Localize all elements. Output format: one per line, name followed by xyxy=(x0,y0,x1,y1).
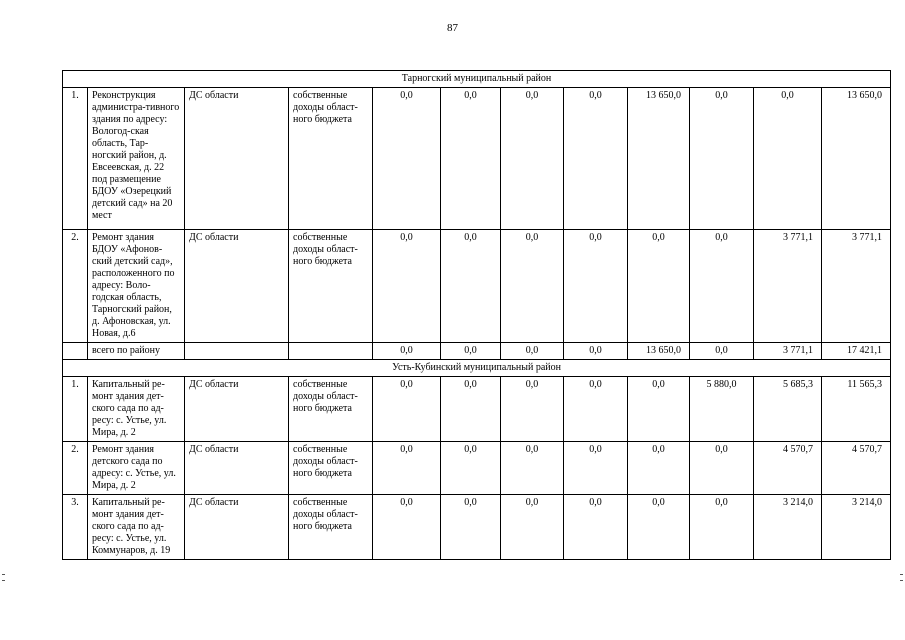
section-header-row xyxy=(63,360,891,377)
table-row xyxy=(63,442,891,495)
value-cell: 0,0 xyxy=(441,377,501,442)
value-cell: 0,0 xyxy=(373,230,441,343)
object-name: Капитальный ре-монт здания дет-ского сада по ад-ресу: с. Устье, ул. Коммунаров, д. 19 xyxy=(88,495,185,560)
value-cell: 11 565,3 xyxy=(822,377,891,442)
row-number: 1. xyxy=(63,377,88,442)
value-cell: 0,0 xyxy=(441,495,501,560)
funding-source: собственные доходы област-ного бюджета xyxy=(289,88,373,230)
section-title: Тарногский муниципальный район xyxy=(63,71,891,88)
customer-cell: ДС области xyxy=(185,230,289,343)
customer-cell: ДС области xyxy=(185,377,289,442)
value-cell: 0,0 xyxy=(373,442,441,495)
value-cell: 13 650,0 xyxy=(628,88,690,230)
value-cell: 5 685,3 xyxy=(754,377,822,442)
value-cell: 0,0 xyxy=(564,230,628,343)
total-value: 0,0 xyxy=(690,343,754,360)
funding-source: собственные доходы област-ного бюджета xyxy=(289,230,373,343)
section-title: Усть-Кубинский муниципальный район xyxy=(63,360,891,377)
customer-cell: ДС области xyxy=(185,88,289,230)
value-cell: 3 214,0 xyxy=(754,495,822,560)
row-number xyxy=(63,343,88,360)
value-cell: 0,0 xyxy=(501,442,564,495)
scan-edge-mark xyxy=(900,574,903,575)
scan-edge-mark xyxy=(2,574,5,575)
total-value: 13 650,0 xyxy=(628,343,690,360)
customer-cell: ДС области xyxy=(185,442,289,495)
value-cell: 0,0 xyxy=(373,495,441,560)
value-cell: 0,0 xyxy=(690,230,754,343)
table-row xyxy=(63,230,891,343)
value-cell: 0,0 xyxy=(564,442,628,495)
object-name: Реконструкция администра-тивного здания по адресу: Вологод-ская область, Тар-ногский район, д. Евсеевская, д. 22 под размещение БДОУ «Озерецкий детский сад» на 20 мест xyxy=(88,88,185,230)
scan-edge-mark xyxy=(2,580,5,581)
total-value: 17 421,1 xyxy=(822,343,891,360)
funding-source xyxy=(289,343,373,360)
table-row xyxy=(63,88,891,230)
value-cell: 0,0 xyxy=(628,230,690,343)
value-cell: 0,0 xyxy=(564,495,628,560)
value-cell: 0,0 xyxy=(501,495,564,560)
funding-source: собственные доходы област-ного бюджета xyxy=(289,377,373,442)
value-cell: 0,0 xyxy=(501,230,564,343)
value-cell: 0,0 xyxy=(628,377,690,442)
object-name: Ремонт здания БДОУ «Афонов-ский детский сад», расположенного по адресу: Воло-годская область, Тарногский район, д. Афоновская, ул. Новая, д.6 xyxy=(88,230,185,343)
customer-cell: ДС области xyxy=(185,495,289,560)
value-cell: 0,0 xyxy=(441,230,501,343)
total-value: 0,0 xyxy=(564,343,628,360)
funding-table xyxy=(62,70,891,560)
total-label: всего по району xyxy=(88,343,185,360)
total-value: 0,0 xyxy=(501,343,564,360)
customer-cell xyxy=(185,343,289,360)
value-cell: 0,0 xyxy=(564,377,628,442)
table-row xyxy=(63,495,891,560)
object-name: Капитальный ре-монт здания дет-ского сада по ад-ресу: с. Устье, ул. Мира, д. 2 xyxy=(88,377,185,442)
value-cell: 0,0 xyxy=(690,442,754,495)
value-cell: 0,0 xyxy=(441,442,501,495)
value-cell: 13 650,0 xyxy=(822,88,891,230)
value-cell: 4 570,7 xyxy=(754,442,822,495)
value-cell: 4 570,7 xyxy=(822,442,891,495)
page-number: 87 xyxy=(447,22,458,34)
total-value: 0,0 xyxy=(373,343,441,360)
total-row xyxy=(63,343,891,360)
value-cell: 5 880,0 xyxy=(690,377,754,442)
section-header-row xyxy=(63,71,891,88)
value-cell: 3 771,1 xyxy=(754,230,822,343)
value-cell: 0,0 xyxy=(690,495,754,560)
total-value: 3 771,1 xyxy=(754,343,822,360)
value-cell: 0,0 xyxy=(628,495,690,560)
object-name: Ремонт здания детского сада по адресу: с. Устье, ул. Мира, д. 2 xyxy=(88,442,185,495)
value-cell: 3 214,0 xyxy=(822,495,891,560)
value-cell: 0,0 xyxy=(373,377,441,442)
table-row xyxy=(63,377,891,442)
value-cell: 0,0 xyxy=(564,88,628,230)
row-number: 3. xyxy=(63,495,88,560)
scan-edge-mark xyxy=(900,580,903,581)
row-number: 2. xyxy=(63,230,88,343)
row-number: 2. xyxy=(63,442,88,495)
value-cell: 0,0 xyxy=(690,88,754,230)
value-cell: 0,0 xyxy=(373,88,441,230)
value-cell: 0,0 xyxy=(628,442,690,495)
funding-source: собственные доходы област-ного бюджета xyxy=(289,495,373,560)
value-cell: 0,0 xyxy=(754,88,822,230)
funding-source: собственные доходы област-ного бюджета xyxy=(289,442,373,495)
value-cell: 0,0 xyxy=(501,88,564,230)
total-value: 0,0 xyxy=(441,343,501,360)
row-number: 1. xyxy=(63,88,88,230)
value-cell: 3 771,1 xyxy=(822,230,891,343)
value-cell: 0,0 xyxy=(441,88,501,230)
value-cell: 0,0 xyxy=(501,377,564,442)
